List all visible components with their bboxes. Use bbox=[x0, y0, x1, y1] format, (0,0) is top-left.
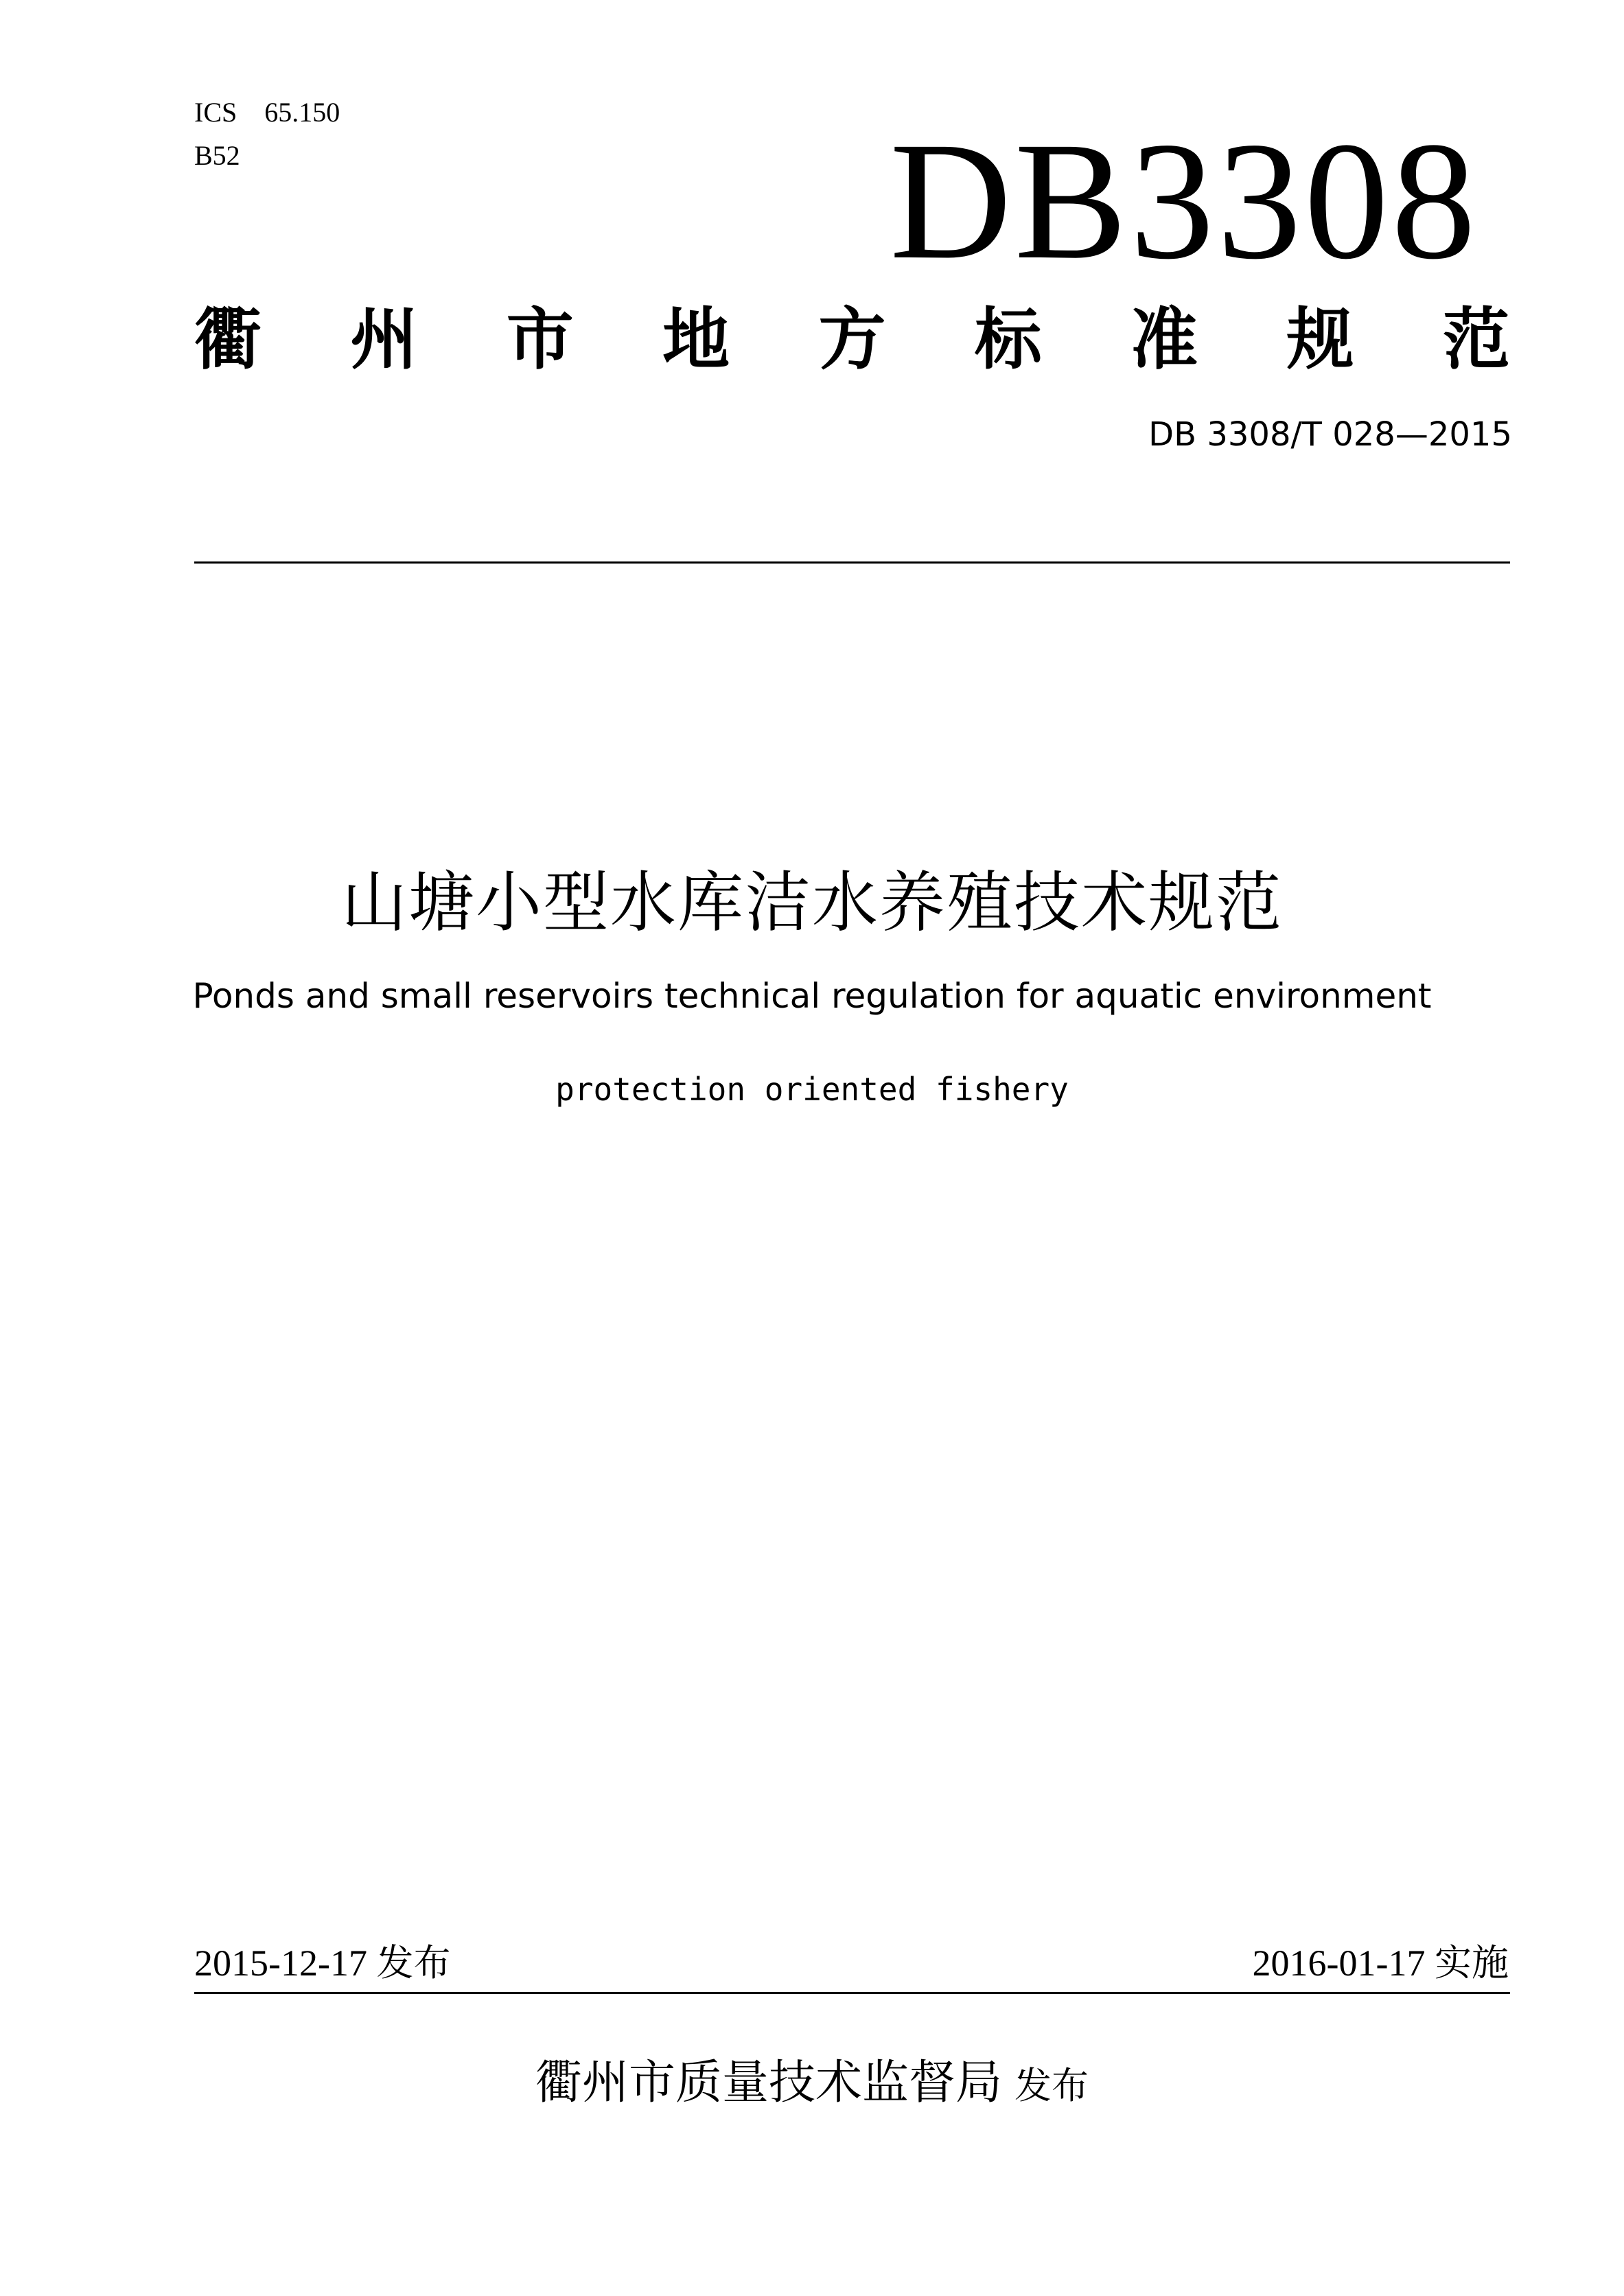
standard-type-title bbox=[194, 292, 1510, 388]
standard-type-char: 市 bbox=[506, 301, 574, 379]
standard-type-char: 衢 bbox=[194, 301, 262, 379]
standard-type-char: 州 bbox=[350, 301, 418, 379]
document-title-english-line1: Ponds and small reservoirs technical regulation for aquatic environment bbox=[192, 976, 1432, 1016]
implementation-date-line bbox=[1253, 1939, 1509, 1987]
implementation-date: 2016-01-17 bbox=[1252, 1943, 1426, 1984]
publisher-name: 衢州市质量技术监督局 bbox=[535, 2056, 1002, 2110]
standard-type-char: 方 bbox=[818, 301, 886, 379]
header-divider bbox=[194, 561, 1510, 564]
standard-type-char: 范 bbox=[1442, 301, 1510, 379]
ics-classification bbox=[194, 96, 340, 129]
issue-label: 发布 bbox=[376, 1941, 451, 1984]
db-code: DB3308 bbox=[890, 108, 1478, 294]
standard-type-char: 标 bbox=[974, 301, 1042, 379]
publisher-line bbox=[0, 2052, 1624, 2117]
ics-code: 65.150 bbox=[264, 97, 340, 128]
publisher-suffix: 发布 bbox=[1014, 2064, 1089, 2107]
ics-label: ICS bbox=[194, 97, 237, 128]
standard-number: DB 3308/T 028—2015 bbox=[1148, 415, 1512, 454]
footer-divider bbox=[194, 1992, 1510, 1994]
issue-date: 2015-12-17 bbox=[194, 1943, 367, 1984]
standard-type-char: 准 bbox=[1130, 301, 1198, 379]
document-title-english-line2: protection oriented fishery bbox=[555, 1071, 1069, 1108]
standard-type-char: 规 bbox=[1286, 301, 1354, 379]
standard-type-char: 地 bbox=[662, 301, 730, 379]
issue-date-line bbox=[194, 1939, 450, 1987]
document-title-chinese: 山塘小型水库洁水养殖技术规范 bbox=[341, 864, 1283, 941]
implementation-label: 实施 bbox=[1435, 1941, 1509, 1984]
ccs-code: B52 bbox=[194, 140, 240, 171]
